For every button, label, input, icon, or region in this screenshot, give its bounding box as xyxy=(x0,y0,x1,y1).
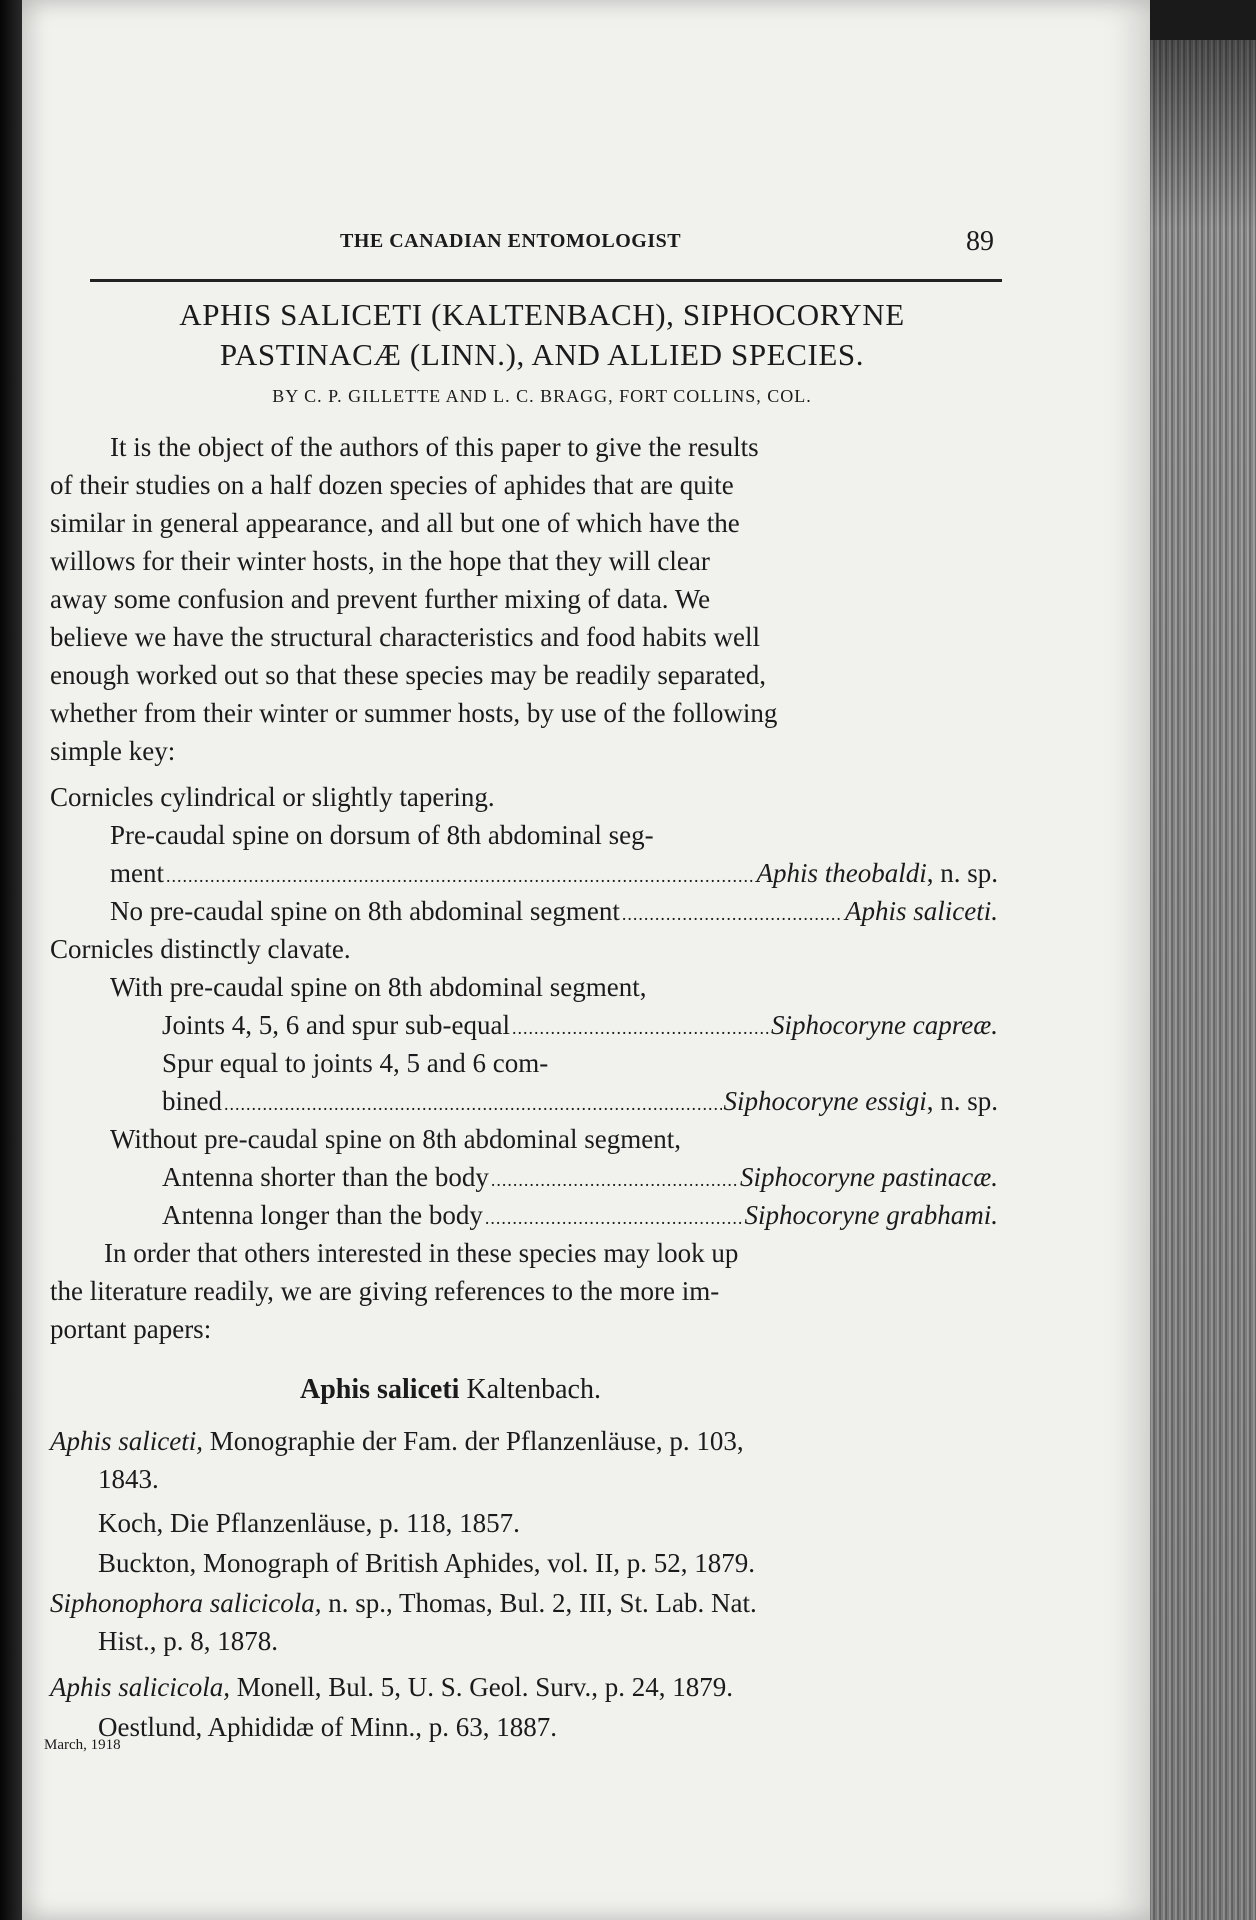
reference-1-text: Monographie der Fam. der Pflanzenläuse, p. 103, xyxy=(202,1426,744,1456)
key-line-1: Cornicles cylindrical or slightly tapering. xyxy=(50,782,495,812)
leader-dots xyxy=(485,1200,743,1231)
key-line-3 xyxy=(110,858,998,889)
leader-dots xyxy=(224,1086,722,1117)
outro-line-2: the literature readily, we are giving references to the more im- xyxy=(50,1276,720,1306)
key-line-7-species: Siphocoryne capreæ. xyxy=(771,1010,998,1040)
reference-5-species: Aphis salicicola, xyxy=(50,1672,230,1702)
key-line-9-species: Siphocoryne essigi xyxy=(723,1086,927,1116)
intro-line-3: similar in general appearance, and all but one of which have the xyxy=(50,508,740,538)
key-line-7-text: Joints 4, 5, 6 and spur sub-equal xyxy=(162,1010,510,1040)
article-byline: BY C. P. GILLETTE AND L. C. BRAGG, FORT COLLINS, COL. xyxy=(272,386,812,406)
header-rule xyxy=(90,279,1002,282)
key-line-8: Spur equal to joints 4, 5 and 6 com- xyxy=(162,1048,549,1078)
reference-6: Oestlund, Aphididæ of Minn., p. 63, 1887. xyxy=(98,1712,558,1742)
leader-dots xyxy=(622,896,843,927)
key-line-7 xyxy=(162,1010,998,1041)
reference-4-species: Siphonophora salicicola, xyxy=(50,1588,322,1618)
reference-5 xyxy=(50,1672,733,1703)
key-line-11 xyxy=(162,1162,998,1193)
key-line-3-suffix: , n. sp. xyxy=(926,858,998,888)
key-line-11-text: Antenna shorter than the body xyxy=(162,1162,489,1192)
key-line-2: Pre-caudal spine on dorsum of 8th abdominal seg- xyxy=(110,820,654,850)
key-line-5: Cornicles distinctly clavate. xyxy=(50,934,351,964)
section-heading-author: Kaltenbach. xyxy=(459,1374,601,1405)
section-heading xyxy=(300,1374,601,1406)
intro-line-5: away some confusion and prevent further mixing of data. We xyxy=(50,584,711,614)
intro-line-1: It is the object of the authors of this paper to give the results xyxy=(110,432,759,462)
key-line-4 xyxy=(110,896,998,927)
key-line-10: Without pre-caudal spine on 8th abdominal segment, xyxy=(110,1124,682,1154)
reference-1-cont: 1843. xyxy=(98,1464,159,1494)
reference-1 xyxy=(50,1426,744,1457)
running-title: THE CANADIAN ENTOMOLOGIST xyxy=(340,230,682,252)
key-line-12-species: Siphocoryne grabhami. xyxy=(744,1200,998,1230)
intro-line-2: of their studies on a half dozen species of aphides that are quite xyxy=(50,470,734,500)
outro-line-3: portant papers: xyxy=(50,1314,212,1344)
book-binding-shadow xyxy=(0,0,22,1920)
intro-line-9: simple key: xyxy=(50,736,176,766)
key-line-6: With pre-caudal spine on 8th abdominal segment, xyxy=(110,972,647,1002)
book-page xyxy=(22,0,1150,1920)
key-line-3-species: Aphis theobaldi xyxy=(756,858,927,888)
intro-line-7: enough worked out so that these species may be readily separated, xyxy=(50,660,767,690)
key-line-12 xyxy=(162,1200,998,1231)
issue-date: March, 1918 xyxy=(44,1737,121,1753)
key-line-4-text: No pre-caudal spine on 8th abdominal segment xyxy=(110,896,620,926)
reference-2: Koch, Die Pflanzenläuse, p. 118, 1857. xyxy=(98,1508,520,1538)
leader-dots xyxy=(166,858,754,889)
key-line-12-text: Antenna longer than the body xyxy=(162,1200,483,1230)
outro-line-1: In order that others interested in these species may look up xyxy=(104,1238,739,1268)
reference-4-text: n. sp., Thomas, Bul. 2, III, St. Lab. Nat. xyxy=(321,1588,757,1618)
intro-line-8: whether from their winter or summer hosts, by use of the following xyxy=(50,698,778,728)
key-line-9 xyxy=(162,1086,998,1117)
article-title-line-2: PASTINACÆ (LINN.), AND ALLIED SPECIES. xyxy=(219,337,865,372)
key-line-9-text: bined xyxy=(162,1086,222,1116)
key-line-9-suffix: , n. sp. xyxy=(926,1086,998,1116)
section-heading-species: Aphis saliceti xyxy=(300,1374,460,1405)
article-title-line-1: APHIS SALICETI (KALTENBACH), SIPHOCORYNE xyxy=(179,297,905,332)
intro-line-6: believe we have the structural characteristics and food habits well xyxy=(50,622,760,652)
key-line-11-species: Siphocoryne pastinacæ. xyxy=(740,1162,998,1192)
reference-4 xyxy=(50,1588,757,1619)
key-line-3-text: ment xyxy=(110,858,164,888)
reference-4-cont: Hist., p. 8, 1878. xyxy=(98,1626,279,1656)
intro-line-4: willows for their winter hosts, in the hope that they will clear xyxy=(50,546,710,576)
reference-5-text: Monell, Bul. 5, U. S. Geol. Surv., p. 24, 1879. xyxy=(229,1672,733,1702)
reference-3: Buckton, Monograph of British Aphides, vol. II, p. 52, 1879. xyxy=(98,1548,755,1578)
leader-dots xyxy=(512,1010,769,1041)
page-number: 89 xyxy=(966,226,994,257)
page-edges xyxy=(1150,40,1256,1920)
key-line-4-species: Aphis saliceti. xyxy=(845,896,998,926)
reference-1-species: Aphis saliceti, xyxy=(50,1426,203,1456)
leader-dots xyxy=(491,1162,738,1193)
